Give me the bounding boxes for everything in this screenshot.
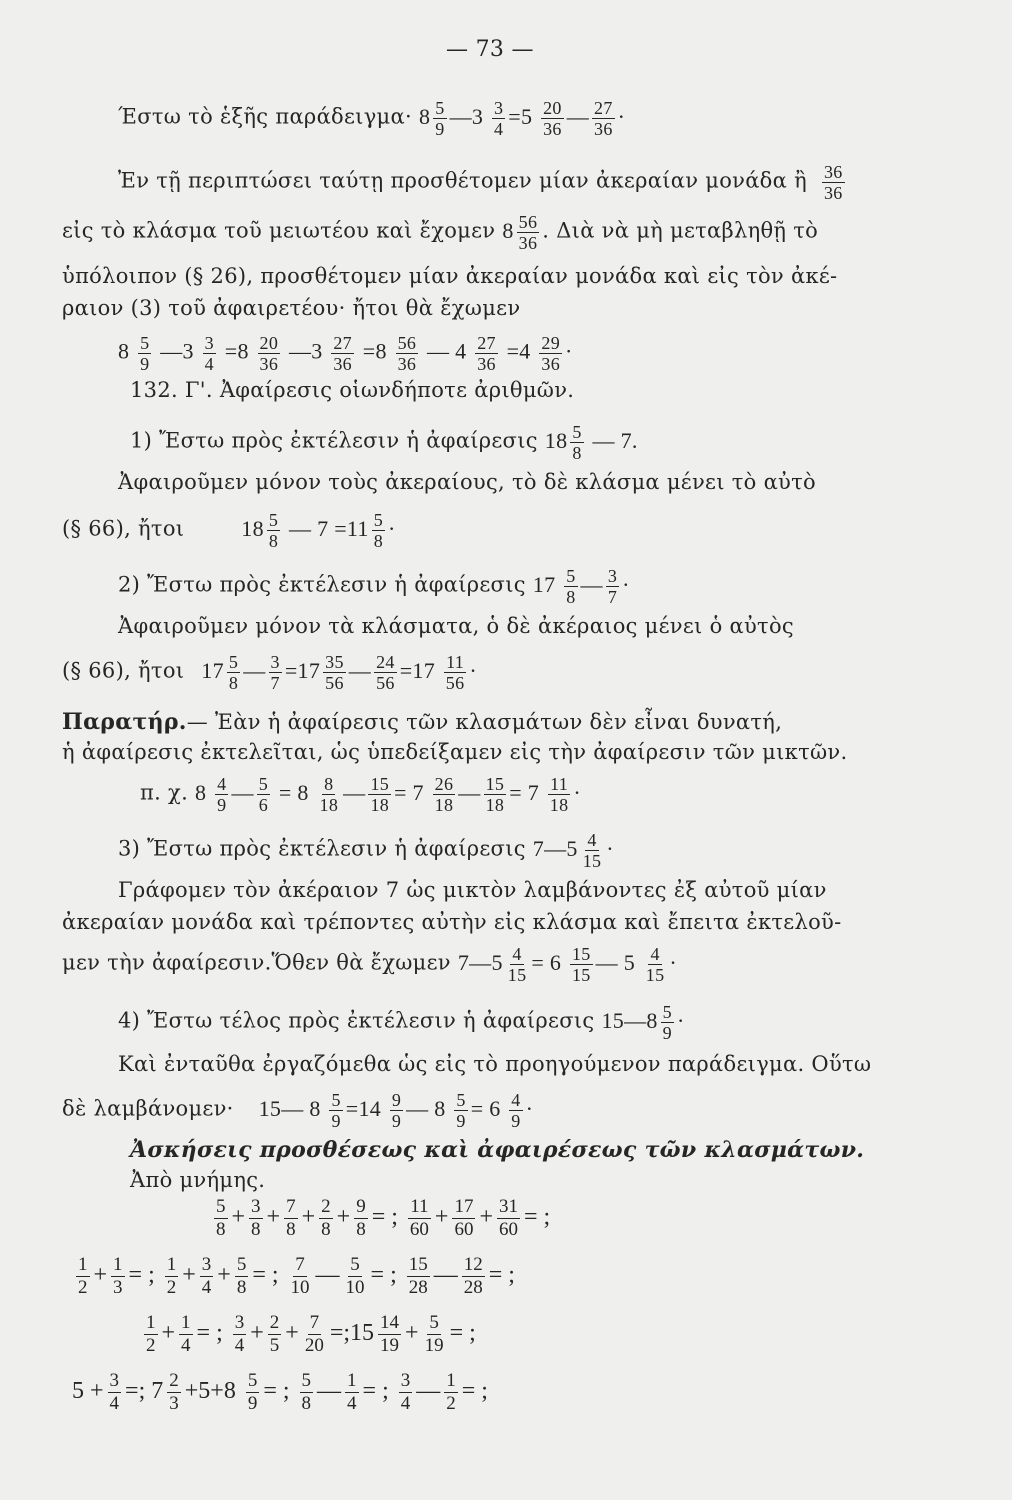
line-19: ἀκεραίαν μονάδα καὶ τρέποντες αὐτὴν εἰς κλάσμα καὶ ἔπειτα ἐκτελοῦ- — [62, 910, 842, 934]
line-10-text: (§ 66), ἤτοι — [62, 516, 185, 541]
line-20: μεν τὴν ἀφαίρεσιν.Ὅθεν θὰ ἔχωμεν 7—5 $\frac{4}{15}$ = 6 $\frac{15}{15}$ — 5 $\frac{4}{15}$ · — [62, 944, 678, 985]
exercise-row-4: 5 + $\frac{3}{4}$ =; 7 $\frac{2}{3}$ +5+8 $\frac{5}{9}$ = ; $\frac{5}{8}$ — $\frac{1}{4}$ = ; $\frac{3}{4}$ — $\frac{1}{2}$ = ; — [72, 1370, 488, 1414]
line-2: Ἐν τῇ περιπτώσει ταύτῃ προσθέτομεν μίαν ἀκεραίαν μονάδα ἢ $\frac{36}{36}$ — [118, 162, 843, 203]
line-15: ἡ ἀφαίρεσις ἐκτελεῖται, ὡς ὑπεδείξαμεν εἰς τὴν ἀφαίρεσιν τῶν μικτῶν. — [62, 740, 848, 764]
line-1 — [118, 98, 625, 139]
section-132: 132. Γ'. Ἀφαίρεσις οἱωνδήποτε ἀριθμῶν. — [130, 378, 575, 402]
line-16: π. χ. 8 $\frac{4}{9}$ — $\frac{5}{6}$ = 8 $\frac{8}{18}$ — $\frac{15}{18}$ = 7 $\frac{26}{18}$ — $\frac{15}{18}$ = 7 $\frac{11}{18}$ · — [140, 774, 582, 815]
exercise-row-1: $\frac{5}{8}$ + $\frac{3}{8}$ + $\frac{7}{8}$ + $\frac{2}{8}$ + $\frac{9}{8}$ = ; $\frac{11}{60}$ + $\frac{17}{60}$ + $\frac{31}{60}$ = ; — [216, 1196, 551, 1240]
observation-text: — Ἐὰν ἡ ἀφαίρεσις τῶν κλασμάτων δὲν εἶναι δυνατή, — [186, 710, 783, 734]
line-1-text: Έστω τὸ ἑξῆς παράδειγμα· — [118, 104, 412, 129]
page-number: — 73 — — [446, 37, 534, 62]
line-3-text: εἰς τὸ κλάσμα τοῦ μειωτέου καὶ ἔχομεν — [62, 218, 496, 243]
line-8-text: 1) Ἔστω πρὸς ἐκτέλεσιν ἡ ἀφαίρεσις — [130, 428, 538, 453]
line-23-text: δὲ λαμβάνομεν· — [62, 1096, 234, 1121]
observation — [62, 710, 782, 734]
line-11: 2) Ἔστω πρὸς ἐκτέλεσιν ἡ ἀφαίρεσις 17 $\frac{5}{8}$ — $\frac{3}{7}$ · — [118, 566, 630, 607]
line-23: δὲ λαμβάνομεν· 15— 8 $\frac{5}{9}$ =14 $\frac{9}{9}$ — 8 $\frac{5}{9}$ = 6 $\frac{4}{9}$ · — [62, 1090, 534, 1131]
line-13-text: (§ 66), ἤτοι — [62, 658, 185, 683]
line-16-text: π. χ. — [140, 780, 189, 805]
observation-head: Παρατήρ. — [62, 709, 187, 735]
line-20-text: μεν τὴν ἀφαίρεσιν.Ὅθεν θὰ ἔχωμεν — [62, 950, 451, 975]
line-22: Καὶ ἐνταῦθα ἐργαζόμεθα ὡς εἰς τὸ προηγούμενον παράδειγμα. Οὕτω — [118, 1052, 872, 1076]
line-3: εἰς τὸ κλάσμα τοῦ μειωτέου καὶ ἔχομεν 8 $\frac{56}{36}$ . Διὰ νὰ μὴ μεταβληθῇ τὸ — [62, 212, 819, 253]
exercises-subtitle: Ἀπὸ μνήμης. — [130, 1168, 266, 1192]
line-2-text: Ἐν τῇ περιπτώσει ταύτῃ προσθέτομεν μίαν ἀκεραίαν μονάδα ἢ — [118, 168, 807, 193]
equation-line-6: 8 $\frac{5}{9}$ —3 $\frac{3}{4}$ =8 $\frac{20}{36}$ —3 $\frac{27}{36}$ =8 $\frac{56}{36}$ — 4 $\frac{27}{36}$ =4 $\frac{29}{36}$ · — [118, 333, 573, 374]
line-5: ραιον (3) τοῦ ἀφαιρετέου· ἤτοι θὰ ἔχωμεν — [62, 296, 521, 320]
line-17-text: 3) Ἔστω πρὸς ἐκτέλεσιν ἡ ἀφαίρεσις — [118, 836, 526, 861]
line-21: 4) Ἔστω τέλος πρὸς ἐκτέλεσιν ἡ ἀφαίρεσις 15—8 $\frac{5}{9}$ · — [118, 1002, 685, 1043]
exercise-row-3: $\frac{1}{2}$ + $\frac{1}{4}$ = ; $\frac{3}{4}$ + $\frac{2}{5}$ + $\frac{7}{20}$ =;15 $\frac{14}{19}$ + $\frac{5}{19}$ = ; — [146, 1312, 476, 1356]
line-10: (§ 66), ἤτοι 18 $\frac{5}{8}$ — 7 =11 $\frac{5}{8}$ · — [62, 510, 396, 551]
exercises-title: Ἀσκήσεις προσθέσεως καὶ ἀφαιρέσεως τῶν κλασμάτων. — [130, 1137, 865, 1163]
line-9: Ἀφαιροῦμεν μόνον τοὺς ἀκεραίους, τὸ δὲ κλάσμα μένει τὸ αὐτὸ — [118, 470, 816, 494]
line-4: ὑπόλοιπον (§ 26), προσθέτομεν μίαν ἀκεραίαν μονάδα καὶ εἰς τὸν ἀκέ- — [62, 264, 838, 288]
line-3-tail: . Διὰ νὰ μὴ μεταβληθῇ τὸ — [542, 218, 819, 243]
line-17: 3) Ἔστω πρὸς ἐκτέλεσιν ἡ ἀφαίρεσις 7—5 $\frac{4}{15}$ · — [118, 830, 614, 871]
line-13: (§ 66), ἤτοι 17 $\frac{5}{8}$ — $\frac{3}{7}$ =17 $\frac{35}{56}$ — $\frac{24}{56}$ =17 $\frac{11}{56}$ · — [62, 652, 478, 693]
line-8: 1) Ἔστω πρὸς ἐκτέλεσιν ἡ ἀφαίρεσις 18 $\frac{5}{8}$ — 7. — [130, 422, 638, 463]
example-equation-1: 8 $\frac{5}{9}$ —3 $\frac{3}{4}$ =5 $\frac{20}{36}$ — $\frac{27}{36}$ · — [418, 98, 626, 139]
line-11-text: 2) Ἔστω πρὸς ἐκτέλεσιν ἡ ἀφαίρεσις — [118, 572, 526, 597]
line-21-text: 4) Ἔστω τέλος πρὸς ἐκτέλεσιν ἡ ἀφαίρεσις — [118, 1008, 595, 1033]
exercise-row-2: $\frac{1}{2}$ + $\frac{1}{3}$ = ; $\frac{1}{2}$ + $\frac{3}{4}$ + $\frac{5}{8}$ = ; $\frac{7}{10}$ — $\frac{5}{10}$ = ; $\frac{15}{28}$ — $\frac{12}{28}$ = ; — [78, 1254, 515, 1298]
line-12: Ἀφαιροῦμεν μόνον τὰ κλάσματα, ὁ δὲ ἀκέραιος μένει ὁ αὐτὸς — [118, 614, 794, 638]
line-18: Γράφομεν τὸν ἀκέραιον 7 ὡς μικτὸν λαμβάνοντες ἐξ αὐτοῦ μίαν — [118, 878, 827, 902]
